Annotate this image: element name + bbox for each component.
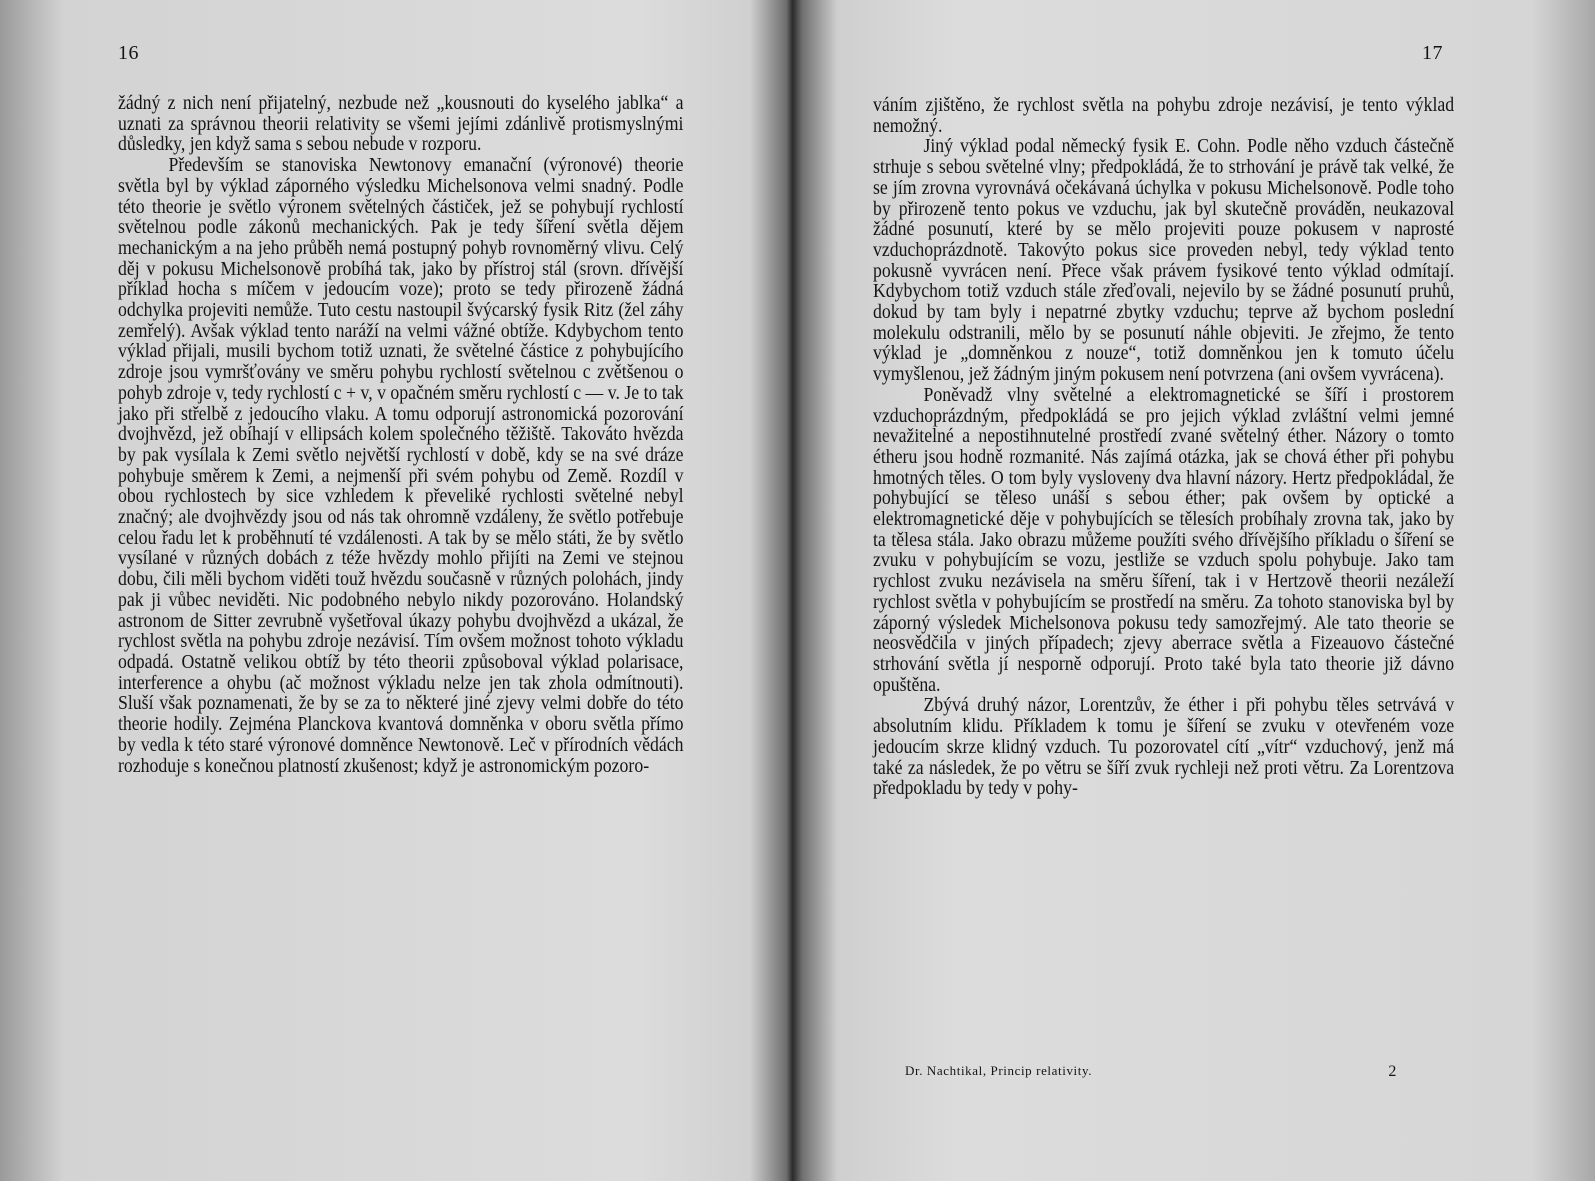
- page-number-right: 17: [1422, 42, 1443, 64]
- paragraph: váním zjištěno, že rychlost světla na pohybu zdroje nezávisí, je tento výklad nemožný.: [873, 94, 1455, 137]
- footer-sheet-number: 2: [1388, 1063, 1397, 1080]
- paragraph: Poněvadž vlny světelné a elektromagnetické se šíří i prostorem vzduchoprázdným, předpokládá se pro jejich výklad zvláštní velmi jemné nevažitelné a nepostihnutelné prostředí zvané světelný éther. Názory o tomto étheru jsou hodně rozmanité. Nás zajímá otázka, jak se chová éther při pohybu hmotných těles. O tom byly vysloveny dva hlavní názory. Hertz předpokládal, že pohybující se těleso unáší s sebou éther; pak ovšem by optické a elektromagnetické děje v pohybujících se tělesích probíhaly zrovna tak, jako by ta tělesa stála. Jako obrazu můžeme použíti svého dřívějšího příkladu o šíření se zvuku v pohybujícím se vozu, jestliže se vzduch spolu pohybuje. Jako tam rychlost zvuku nezávisela na směru šíření, tak i v Hertzově theorii nezáleží rychlost světla v pohybujícím se prostředí na směru. Za tohoto stanoviska byl by záporný výsledek Michelsonova pokusu tedy samozřejmý. Ale tato theorie se neosvědčila v jiných případech; zjevy aberrace světla a Fizeauovo částečné strhování světla jí nesporně odporují. Proto také byla tato theorie již dávno opuštěna.: [873, 383, 1455, 696]
- left-page-text: [118, 93, 684, 776]
- right-page: [800, 0, 1595, 1181]
- paragraph: Zbývá druhý názor, Lorentzův, že éther i při pohybu těles setrvává v absolutním klidu. Příkladem k tomu je šíření se zvuku v otevřeném voze jedoucím skrze klidný vzduch. Tu pozorovatel cítí „vítr“ vzduchový, jenž má také za následek, že po větru se šíří zvuk rychleji než proti větru. Za Lorentzova předpokladu by tedy v pohy-: [873, 694, 1455, 800]
- page-footer: [905, 1063, 1397, 1081]
- right-page-text: [873, 95, 1454, 799]
- paragraph: Především se stanoviska Newtonovy emanační (výronové) theorie světla byl by výklad záporného výsledku Michelsonova velmi snadný. Podle této theorie je světlo výronem světelných částiček, jež se pohybují rychlostí světelnou podle zákonů mechanických. Pak je tedy šíření světla dějem mechanickým a na jeho průběh nemá postupný pohyb rovnoměrný vlivu. Celý děj v pokusu Michelsonově probíhá tak, jako by přístroj stál (srovn. dřívější příklad hocha s míčem v jedoucím voze); proto se tedy přirozeně žádná odchylka projeviti nemůže. Tuto cestu nastoupil švýcarský fysik Ritz (žel záhy zemřelý). Avšak výklad tento naráží na velmi vážné obtíže. Kdybychom tento výklad přijali, musili bychom totiž uznati, že světelné částice z pohybujícího zdroje jsou vymršťovány ve směru pohybu rychlostí světelnou c zvětšenou o pohyb zdroje v, tedy rychlostí c + v, v opačném směru rychlostí c — v. Je to tak jako při střelbě z jedoucího vlaku. A tomu odporují astronomická pozorování dvojhvězd, jež obíhají v ellipsách kolem společného těžiště. Takováto hvězda by pak vysílala k Zemi světlo největší rychlostí v době, kdy se na své dráze pohybuje směrem k Zemi, a nejmenší při svém pohybu od Země. Rozdíl v obou rychlostech by sice vzhledem k převeliké rychlosti světelné nebyl značný; ale dvojhvězdy jsou od nás tak ohromně vzdáleny, že světlo potřebuje celou řadu let k proběhnutí té vzdálenosti. A tak by se mělo státi, že by světlo vysílané v různých dobách z téže hvězdy mohlo přijíti na Zemi ve stejnou dobu, čili měli bychom viděti touž hvězdu současně v různých polohách, jindy pak ji vůbec neviděti. Nic podobného nebylo nikdy pozorováno. Holandský astronom de Sitter zevrubně vyšetřoval úkazy pohybu dvojhvězd a ukázal, že rychlost světla na pohybu zdroje nezávisí. Tím ovšem možnost tohoto výkladu odpadá. Ostatně velikou obtíž by této theorii způsoboval výklad polarisace, interference a ohybu (ač možnost výkladu nelze jen tak zhola odmítnouti). Sluší však poznamenati, že by se za to některé jiné zjevy velmi dobře do této theorie hodily. Zejména Planckova kvantová domněnka v oboru světla přímo by vedla k této staré výronové domněnce Newtonově. Leč v přírodních vědách rozhoduje s konečnou platností zkušenost; když je astronomickým pozoro-: [118, 154, 684, 777]
- footer-signature: Dr. Nachtikal, Princip relativity.: [905, 1063, 1093, 1078]
- page-number-left: 16: [118, 42, 139, 64]
- paragraph: Jiný výklad podal německý fysik E. Cohn. Podle něho vzduch částečně strhuje s sebou světelné vlny; předpokládá, že to strhování je právě tak velké, že se jím zrovna vyrovnává očekávaná úchylka v pokusu Michelsonově. Podle toho by přirozeně tento pokus ve vzduchu, jak byl skutečně prováděn, neukazoval žádné posunutí, které by se mělo projeviti pouze pokusem v naprosté vzduchoprázdnotě. Takovýto pokus sice proveden nebyl, tedy výklad tento pokusně vyvrácen není. Přece však právem fysikové tento výklad odmítají. Kdybychom totiž vzduch stále zřeďovali, nejevilo by se žádné posunutí pruhů, dokud by tam byly i nepatrné zbytky vzduchu; teprve až bychom poslední molekulu odstranili, mělo by se posunutí náhle objeviti. Je zřejmo, že tento výklad je „domněnkou z nouze“, totiž domněnkou jen k tomuto účelu vymyšlenou, jež žádným jiným pokusem není potvrzena (ani ovšem vyvrácena).: [873, 135, 1455, 386]
- paragraph: žádný z nich není přijatelný, nezbude než „kousnouti do kyselého jablka“ a uznati za správnou theorii relativity se všemi jejími zdánlivě protismyslnými důsledky, jen když sama s sebou nebude v rozporu.: [118, 92, 684, 156]
- left-page: [0, 0, 790, 1181]
